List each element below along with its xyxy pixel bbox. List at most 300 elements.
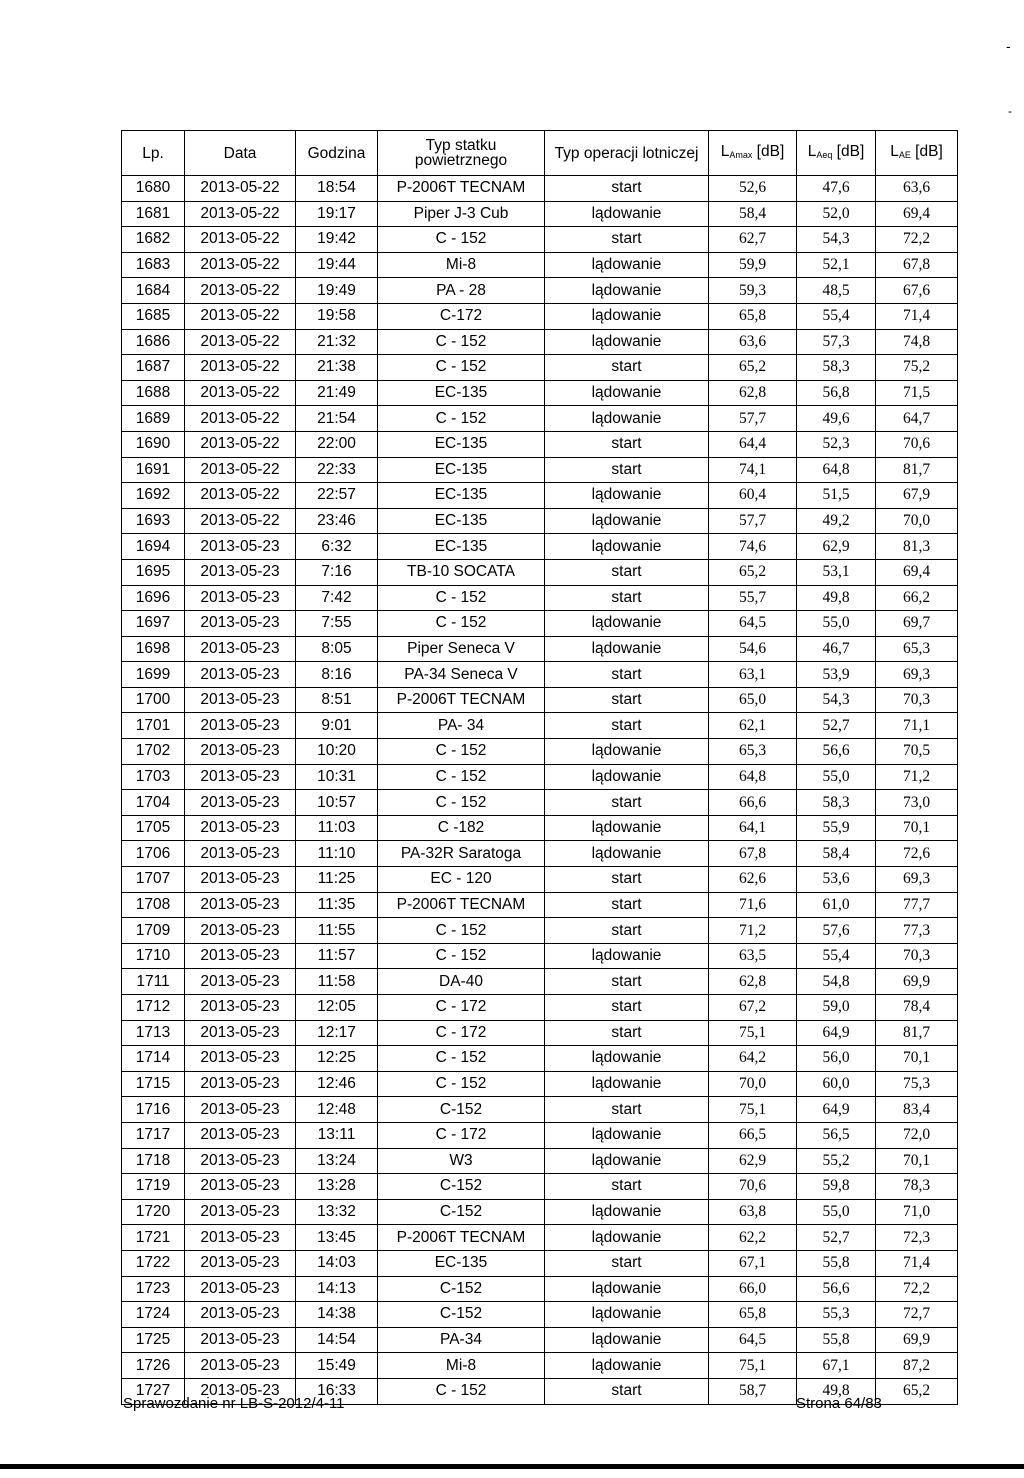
- cell-lamax: 52,6: [709, 176, 797, 202]
- cell-aircraft-type: C-152: [378, 1174, 545, 1200]
- cell-lp: 1688: [122, 380, 185, 406]
- cell-operation-type: lądowanie: [545, 252, 709, 278]
- cell-lp: 1684: [122, 278, 185, 304]
- cell-laeq: 55,0: [797, 611, 876, 637]
- cell-operation-type: start: [545, 687, 709, 713]
- cell-operation-type: lądowanie: [545, 1046, 709, 1072]
- cell-aircraft-type: PA - 28: [378, 278, 545, 304]
- cell-operation-type: lądowanie: [545, 1225, 709, 1251]
- cell-time: 12:05: [296, 995, 378, 1021]
- table-row: [122, 867, 958, 893]
- cell-lae: 65,2: [876, 1378, 958, 1404]
- cell-aircraft-type: C - 152: [378, 227, 545, 253]
- cell-lae: 72,2: [876, 1276, 958, 1302]
- report-number: Sprawozdanie nr LB-S-2012/4-11: [123, 1395, 345, 1412]
- cell-laeq: 48,5: [797, 278, 876, 304]
- table-row: [122, 508, 958, 534]
- cell-lp: 1716: [122, 1097, 185, 1123]
- cell-laeq: 51,5: [797, 483, 876, 509]
- cell-time: 21:54: [296, 406, 378, 432]
- cell-time: 13:32: [296, 1199, 378, 1225]
- cell-lp: 1703: [122, 764, 185, 790]
- cell-time: 7:16: [296, 559, 378, 585]
- cell-date: 2013-05-22: [185, 508, 296, 534]
- cell-date: 2013-05-22: [185, 303, 296, 329]
- cell-time: 18:54: [296, 176, 378, 202]
- cell-operation-type: start: [545, 969, 709, 995]
- cell-operation-type: start: [545, 867, 709, 893]
- cell-aircraft-type: C - 152: [378, 918, 545, 944]
- cell-lamax: 67,1: [709, 1250, 797, 1276]
- cell-time: 22:33: [296, 457, 378, 483]
- header-godzina: Godzina: [296, 131, 378, 176]
- cell-laeq: 49,8: [797, 585, 876, 611]
- cell-operation-type: lądowanie: [545, 1276, 709, 1302]
- cell-lamax: 63,6: [709, 329, 797, 355]
- cell-date: 2013-05-23: [185, 1020, 296, 1046]
- cell-laeq: 56,6: [797, 739, 876, 765]
- cell-lamax: 63,1: [709, 662, 797, 688]
- cell-lae: 71,1: [876, 713, 958, 739]
- cell-operation-type: lądowanie: [545, 406, 709, 432]
- cell-laeq: 55,8: [797, 1250, 876, 1276]
- cell-laeq: 49,8: [797, 1378, 876, 1404]
- cell-aircraft-type: C -182: [378, 815, 545, 841]
- cell-lp: 1710: [122, 943, 185, 969]
- cell-lae: 70,5: [876, 739, 958, 765]
- cell-lp: 1691: [122, 457, 185, 483]
- cell-lp: 1715: [122, 1071, 185, 1097]
- cell-lp: 1689: [122, 406, 185, 432]
- noise-measurements-table: [121, 130, 958, 1405]
- bottom-rule: [0, 1464, 1024, 1469]
- cell-lamax: 64,8: [709, 764, 797, 790]
- cell-date: 2013-05-23: [185, 585, 296, 611]
- cell-laeq: 52,0: [797, 201, 876, 227]
- cell-lamax: 62,8: [709, 380, 797, 406]
- cell-lp: 1695: [122, 559, 185, 585]
- cell-laeq: 52,1: [797, 252, 876, 278]
- cell-time: 9:01: [296, 713, 378, 739]
- table-row: [122, 278, 958, 304]
- cell-lamax: 62,9: [709, 1148, 797, 1174]
- cell-operation-type: lądowanie: [545, 764, 709, 790]
- cell-laeq: 52,3: [797, 431, 876, 457]
- cell-time: 21:32: [296, 329, 378, 355]
- cell-operation-type: start: [545, 1174, 709, 1200]
- cell-lp: 1727: [122, 1378, 185, 1404]
- cell-lp: 1687: [122, 355, 185, 381]
- cell-lp: 1714: [122, 1046, 185, 1072]
- cell-laeq: 67,1: [797, 1353, 876, 1379]
- cell-aircraft-type: C - 152: [378, 739, 545, 765]
- cell-lamax: 62,6: [709, 867, 797, 893]
- cell-lp: 1696: [122, 585, 185, 611]
- table-row: [122, 1046, 958, 1072]
- cell-time: 10:57: [296, 790, 378, 816]
- cell-date: 2013-05-22: [185, 431, 296, 457]
- table-row: [122, 1148, 958, 1174]
- cell-time: 15:49: [296, 1353, 378, 1379]
- table-row: [122, 611, 958, 637]
- cell-operation-type: lądowanie: [545, 841, 709, 867]
- cell-lp: 1699: [122, 662, 185, 688]
- cell-operation-type: start: [545, 457, 709, 483]
- margin-dash-mark: -: [1008, 104, 1012, 118]
- cell-operation-type: lądowanie: [545, 1071, 709, 1097]
- cell-aircraft-type: C-152: [378, 1276, 545, 1302]
- cell-operation-type: start: [545, 559, 709, 585]
- cell-date: 2013-05-23: [185, 1353, 296, 1379]
- cell-lamax: 70,6: [709, 1174, 797, 1200]
- cell-lamax: 64,5: [709, 611, 797, 637]
- cell-lae: 67,6: [876, 278, 958, 304]
- cell-aircraft-type: C - 152: [378, 1071, 545, 1097]
- cell-time: 19:49: [296, 278, 378, 304]
- header-lamax: $L_{Amax}$ [dB]: [709, 131, 797, 176]
- cell-lae: 63,6: [876, 176, 958, 202]
- cell-time: 11:10: [296, 841, 378, 867]
- cell-laeq: 59,8: [797, 1174, 876, 1200]
- cell-lamax: 62,1: [709, 713, 797, 739]
- cell-lamax: 65,3: [709, 739, 797, 765]
- cell-laeq: 57,3: [797, 329, 876, 355]
- table-row: [122, 355, 958, 381]
- cell-lae: 72,2: [876, 227, 958, 253]
- cell-time: 19:44: [296, 252, 378, 278]
- cell-lp: 1722: [122, 1250, 185, 1276]
- cell-lae: 81,3: [876, 534, 958, 560]
- cell-lp: 1681: [122, 201, 185, 227]
- table-row: [122, 662, 958, 688]
- cell-lamax: 75,1: [709, 1020, 797, 1046]
- table-row: [122, 1071, 958, 1097]
- cell-lamax: 75,1: [709, 1353, 797, 1379]
- table-row: [122, 790, 958, 816]
- cell-date: 2013-05-22: [185, 406, 296, 432]
- cell-lamax: 75,1: [709, 1097, 797, 1123]
- cell-operation-type: lądowanie: [545, 1327, 709, 1353]
- cell-lp: 1694: [122, 534, 185, 560]
- cell-time: 14:54: [296, 1327, 378, 1353]
- cell-time: 19:58: [296, 303, 378, 329]
- table-row: [122, 252, 958, 278]
- cell-lae: 71,2: [876, 764, 958, 790]
- cell-lae: 66,2: [876, 585, 958, 611]
- cell-lae: 78,4: [876, 995, 958, 1021]
- cell-time: 23:46: [296, 508, 378, 534]
- cell-date: 2013-05-23: [185, 1148, 296, 1174]
- cell-laeq: 55,2: [797, 1148, 876, 1174]
- cell-date: 2013-05-23: [185, 995, 296, 1021]
- cell-lae: 69,7: [876, 611, 958, 637]
- cell-time: 10:20: [296, 739, 378, 765]
- cell-operation-type: lądowanie: [545, 636, 709, 662]
- cell-date: 2013-05-23: [185, 687, 296, 713]
- table-row: [122, 457, 958, 483]
- cell-laeq: 55,0: [797, 764, 876, 790]
- cell-lp: 1717: [122, 1122, 185, 1148]
- cell-lae: 71,4: [876, 1250, 958, 1276]
- cell-laeq: 56,8: [797, 380, 876, 406]
- cell-aircraft-type: C-152: [378, 1199, 545, 1225]
- cell-lae: 69,9: [876, 969, 958, 995]
- cell-laeq: 49,6: [797, 406, 876, 432]
- table-row: [122, 227, 958, 253]
- cell-operation-type: lądowanie: [545, 201, 709, 227]
- cell-laeq: 53,1: [797, 559, 876, 585]
- cell-operation-type: start: [545, 1250, 709, 1276]
- cell-lae: 72,3: [876, 1225, 958, 1251]
- cell-date: 2013-05-23: [185, 1174, 296, 1200]
- cell-aircraft-type: C - 152: [378, 943, 545, 969]
- cell-lamax: 64,5: [709, 1327, 797, 1353]
- cell-time: 22:00: [296, 431, 378, 457]
- table-row: [122, 380, 958, 406]
- cell-aircraft-type: PA-32R Saratoga: [378, 841, 545, 867]
- cell-lae: 71,4: [876, 303, 958, 329]
- cell-laeq: 55,4: [797, 943, 876, 969]
- cell-aircraft-type: C - 152: [378, 1378, 545, 1404]
- table-row: [122, 892, 958, 918]
- cell-aircraft-type: EC-135: [378, 431, 545, 457]
- cell-lamax: 65,8: [709, 303, 797, 329]
- cell-aircraft-type: DA-40: [378, 969, 545, 995]
- cell-date: 2013-05-23: [185, 534, 296, 560]
- cell-lamax: 62,8: [709, 969, 797, 995]
- cell-lamax: 59,9: [709, 252, 797, 278]
- cell-lamax: 60,4: [709, 483, 797, 509]
- cell-aircraft-type: C - 152: [378, 611, 545, 637]
- cell-lae: 72,0: [876, 1122, 958, 1148]
- cell-date: 2013-05-23: [185, 1378, 296, 1404]
- cell-time: 7:55: [296, 611, 378, 637]
- table-row: [122, 1097, 958, 1123]
- cell-date: 2013-05-23: [185, 1046, 296, 1072]
- cell-lp: 1697: [122, 611, 185, 637]
- cell-operation-type: lądowanie: [545, 278, 709, 304]
- cell-laeq: 54,8: [797, 969, 876, 995]
- cell-date: 2013-05-23: [185, 611, 296, 637]
- cell-date: 2013-05-23: [185, 559, 296, 585]
- cell-lae: 83,4: [876, 1097, 958, 1123]
- cell-date: 2013-05-22: [185, 176, 296, 202]
- cell-time: 16:33: [296, 1378, 378, 1404]
- cell-aircraft-type: C-152: [378, 1302, 545, 1328]
- cell-lae: 77,7: [876, 892, 958, 918]
- cell-lae: 75,2: [876, 355, 958, 381]
- cell-lamax: 65,8: [709, 1302, 797, 1328]
- cell-date: 2013-05-22: [185, 201, 296, 227]
- cell-lp: 1693: [122, 508, 185, 534]
- table-row: [122, 1302, 958, 1328]
- cell-laeq: 58,3: [797, 790, 876, 816]
- cell-laeq: 58,3: [797, 355, 876, 381]
- cell-date: 2013-05-23: [185, 892, 296, 918]
- cell-aircraft-type: C - 152: [378, 764, 545, 790]
- cell-lae: 81,7: [876, 1020, 958, 1046]
- cell-date: 2013-05-22: [185, 457, 296, 483]
- cell-laeq: 52,7: [797, 1225, 876, 1251]
- cell-lamax: 57,7: [709, 406, 797, 432]
- cell-lamax: 57,7: [709, 508, 797, 534]
- cell-date: 2013-05-23: [185, 1302, 296, 1328]
- cell-lamax: 65,2: [709, 559, 797, 585]
- cell-lp: 1708: [122, 892, 185, 918]
- cell-time: 6:32: [296, 534, 378, 560]
- cell-lp: 1700: [122, 687, 185, 713]
- cell-lamax: 74,6: [709, 534, 797, 560]
- table-row: [122, 943, 958, 969]
- table-row: [122, 687, 958, 713]
- cell-time: 8:05: [296, 636, 378, 662]
- cell-lae: 69,4: [876, 201, 958, 227]
- cell-operation-type: lądowanie: [545, 508, 709, 534]
- cell-operation-type: lądowanie: [545, 1302, 709, 1328]
- cell-aircraft-type: C-152: [378, 1097, 545, 1123]
- cell-laeq: 46,7: [797, 636, 876, 662]
- cell-aircraft-type: C - 172: [378, 1122, 545, 1148]
- cell-time: 12:25: [296, 1046, 378, 1072]
- cell-lp: 1726: [122, 1353, 185, 1379]
- cell-lae: 69,3: [876, 662, 958, 688]
- table-row: [122, 303, 958, 329]
- table-row: [122, 995, 958, 1021]
- cell-operation-type: lądowanie: [545, 739, 709, 765]
- cell-lae: 70,1: [876, 1148, 958, 1174]
- table-row: [122, 1020, 958, 1046]
- cell-lamax: 63,5: [709, 943, 797, 969]
- cell-lamax: 65,0: [709, 687, 797, 713]
- cell-date: 2013-05-23: [185, 1199, 296, 1225]
- table-row: [122, 1199, 958, 1225]
- cell-lp: 1701: [122, 713, 185, 739]
- table-row: [122, 1225, 958, 1251]
- cell-laeq: 49,2: [797, 508, 876, 534]
- cell-lamax: 70,0: [709, 1071, 797, 1097]
- cell-lp: 1692: [122, 483, 185, 509]
- cell-lae: 70,1: [876, 1046, 958, 1072]
- table-row: [122, 969, 958, 995]
- cell-time: 11:25: [296, 867, 378, 893]
- cell-aircraft-type: C - 152: [378, 329, 545, 355]
- cell-lae: 71,0: [876, 1199, 958, 1225]
- cell-time: 7:42: [296, 585, 378, 611]
- cell-laeq: 57,6: [797, 918, 876, 944]
- cell-date: 2013-05-23: [185, 1276, 296, 1302]
- cell-date: 2013-05-23: [185, 1097, 296, 1123]
- cell-operation-type: lądowanie: [545, 303, 709, 329]
- cell-date: 2013-05-22: [185, 380, 296, 406]
- table-row: [122, 534, 958, 560]
- cell-aircraft-type: Piper J-3 Cub: [378, 201, 545, 227]
- cell-lamax: 64,1: [709, 815, 797, 841]
- cell-laeq: 59,0: [797, 995, 876, 1021]
- table-row: [122, 1353, 958, 1379]
- cell-operation-type: start: [545, 355, 709, 381]
- cell-aircraft-type: EC-135: [378, 1250, 545, 1276]
- table-row: [122, 1327, 958, 1353]
- cell-lae: 77,3: [876, 918, 958, 944]
- cell-lp: 1721: [122, 1225, 185, 1251]
- cell-aircraft-type: P-2006T TECNAM: [378, 892, 545, 918]
- cell-laeq: 55,3: [797, 1302, 876, 1328]
- cell-laeq: 56,5: [797, 1122, 876, 1148]
- cell-lp: 1713: [122, 1020, 185, 1046]
- cell-lamax: 64,4: [709, 431, 797, 457]
- cell-lae: 87,2: [876, 1353, 958, 1379]
- cell-laeq: 60,0: [797, 1071, 876, 1097]
- cell-lamax: 58,7: [709, 1378, 797, 1404]
- table-row: [122, 1250, 958, 1276]
- cell-operation-type: start: [545, 790, 709, 816]
- cell-date: 2013-05-23: [185, 815, 296, 841]
- cell-aircraft-type: PA-34 Seneca V: [378, 662, 545, 688]
- cell-lp: 1711: [122, 969, 185, 995]
- header-typ-operacji: Typ operacji lotniczej: [545, 131, 709, 176]
- cell-date: 2013-05-23: [185, 636, 296, 662]
- cell-time: 13:24: [296, 1148, 378, 1174]
- cell-aircraft-type: EC-135: [378, 534, 545, 560]
- cell-lamax: 65,2: [709, 355, 797, 381]
- cell-laeq: 53,9: [797, 662, 876, 688]
- cell-date: 2013-05-23: [185, 918, 296, 944]
- table-row: [122, 1276, 958, 1302]
- cell-date: 2013-05-23: [185, 1250, 296, 1276]
- cell-lamax: 54,6: [709, 636, 797, 662]
- cell-time: 14:13: [296, 1276, 378, 1302]
- cell-aircraft-type: Mi-8: [378, 1353, 545, 1379]
- cell-lamax: 66,0: [709, 1276, 797, 1302]
- cell-aircraft-type: C - 152: [378, 585, 545, 611]
- cell-date: 2013-05-22: [185, 355, 296, 381]
- cell-aircraft-type: EC - 120: [378, 867, 545, 893]
- cell-aircraft-type: C - 172: [378, 995, 545, 1021]
- table-row: [122, 739, 958, 765]
- header-lp: Lp.: [122, 131, 185, 176]
- cell-lp: 1698: [122, 636, 185, 662]
- cell-aircraft-type: W3: [378, 1148, 545, 1174]
- table-row: [122, 585, 958, 611]
- cell-laeq: 54,3: [797, 687, 876, 713]
- cell-time: 21:49: [296, 380, 378, 406]
- cell-lamax: 55,7: [709, 585, 797, 611]
- cell-time: 11:58: [296, 969, 378, 995]
- cell-lamax: 67,8: [709, 841, 797, 867]
- cell-operation-type: start: [545, 995, 709, 1021]
- table-row: [122, 815, 958, 841]
- table-row: [122, 1122, 958, 1148]
- cell-lae: 69,9: [876, 1327, 958, 1353]
- cell-date: 2013-05-22: [185, 278, 296, 304]
- cell-laeq: 55,9: [797, 815, 876, 841]
- table-body: [122, 176, 958, 1405]
- cell-operation-type: start: [545, 585, 709, 611]
- cell-operation-type: start: [545, 431, 709, 457]
- header-typ-statku: Typ statku powietrznego: [378, 131, 545, 176]
- cell-date: 2013-05-23: [185, 1225, 296, 1251]
- cell-laeq: 55,0: [797, 1199, 876, 1225]
- cell-laeq: 64,9: [797, 1020, 876, 1046]
- cell-lamax: 66,6: [709, 790, 797, 816]
- cell-time: 10:31: [296, 764, 378, 790]
- cell-time: 19:42: [296, 227, 378, 253]
- cell-lae: 75,3: [876, 1071, 958, 1097]
- cell-lp: 1682: [122, 227, 185, 253]
- cell-aircraft-type: EC-135: [378, 457, 545, 483]
- cell-lae: 67,9: [876, 483, 958, 509]
- cell-laeq: 64,8: [797, 457, 876, 483]
